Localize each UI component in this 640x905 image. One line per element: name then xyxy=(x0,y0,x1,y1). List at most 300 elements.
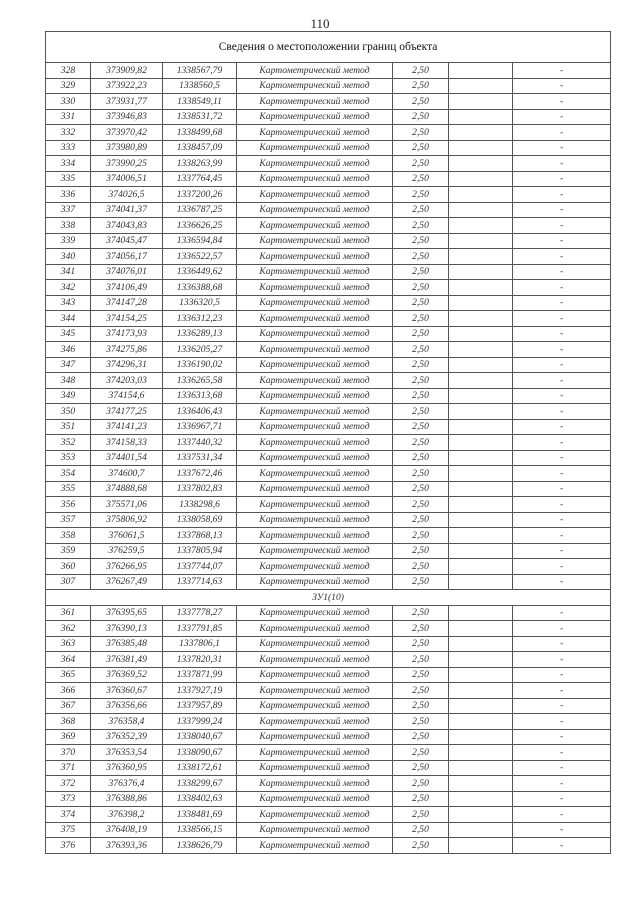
note-cell: - xyxy=(513,543,611,559)
note-cell: - xyxy=(513,388,611,404)
point-number: 354 xyxy=(46,466,91,482)
precision-cell: 2,50 xyxy=(393,233,449,249)
method-cell: Картометрический метод xyxy=(237,652,393,668)
point-number: 372 xyxy=(46,776,91,792)
coordinate-y: 1338402,63 xyxy=(163,791,237,807)
coordinate-y: 1337744,07 xyxy=(163,559,237,575)
method-cell: Картометрический метод xyxy=(237,822,393,838)
coordinate-x: 376061,5 xyxy=(91,528,163,544)
coordinate-x: 374275,86 xyxy=(91,342,163,358)
coordinate-y: 1338560,5 xyxy=(163,78,237,94)
empty-cell xyxy=(449,481,513,497)
coordinate-x: 376267,49 xyxy=(91,574,163,590)
note-cell: - xyxy=(513,171,611,187)
coordinate-y: 1336594,84 xyxy=(163,233,237,249)
note-cell: - xyxy=(513,605,611,621)
table-row xyxy=(46,574,611,590)
table-row xyxy=(46,249,611,265)
empty-cell xyxy=(449,714,513,730)
table-row xyxy=(46,140,611,156)
precision-cell: 2,50 xyxy=(393,156,449,172)
note-cell: - xyxy=(513,311,611,327)
table-row xyxy=(46,822,611,838)
point-number: 345 xyxy=(46,326,91,342)
point-number: 331 xyxy=(46,109,91,125)
coordinate-x: 374043,83 xyxy=(91,218,163,234)
empty-cell xyxy=(449,450,513,466)
precision-cell: 2,50 xyxy=(393,745,449,761)
note-cell: - xyxy=(513,326,611,342)
point-number: 336 xyxy=(46,187,91,203)
coordinate-y: 1338567,79 xyxy=(163,63,237,79)
precision-cell: 2,50 xyxy=(393,373,449,389)
coordinate-y: 1338499,68 xyxy=(163,125,237,141)
note-cell: - xyxy=(513,760,611,776)
point-number: 367 xyxy=(46,698,91,714)
table-row xyxy=(46,295,611,311)
page-number: 110 xyxy=(310,16,330,31)
point-number: 376 xyxy=(46,838,91,854)
note-cell: - xyxy=(513,745,611,761)
note-cell: - xyxy=(513,295,611,311)
coordinate-y: 1338298,6 xyxy=(163,497,237,513)
precision-cell: 2,50 xyxy=(393,605,449,621)
point-number: 357 xyxy=(46,512,91,528)
point-number: 350 xyxy=(46,404,91,420)
precision-cell: 2,50 xyxy=(393,776,449,792)
coordinate-x: 376259,5 xyxy=(91,543,163,559)
point-number: 351 xyxy=(46,419,91,435)
coordinate-x: 376388,86 xyxy=(91,791,163,807)
coordinate-y: 1337927,19 xyxy=(163,683,237,699)
method-cell: Картометрический метод xyxy=(237,156,393,172)
empty-cell xyxy=(449,326,513,342)
method-cell: Картометрический метод xyxy=(237,776,393,792)
table-row xyxy=(46,807,611,823)
point-number: 347 xyxy=(46,357,91,373)
precision-cell: 2,50 xyxy=(393,78,449,94)
coordinate-y: 1338457,09 xyxy=(163,140,237,156)
coordinate-x: 374026,5 xyxy=(91,187,163,203)
precision-cell: 2,50 xyxy=(393,357,449,373)
note-cell: - xyxy=(513,404,611,420)
method-cell: Картометрический метод xyxy=(237,187,393,203)
point-number: 356 xyxy=(46,497,91,513)
precision-cell: 2,50 xyxy=(393,404,449,420)
point-number: 365 xyxy=(46,667,91,683)
note-cell: - xyxy=(513,109,611,125)
precision-cell: 2,50 xyxy=(393,559,449,575)
method-cell: Картометрический метод xyxy=(237,543,393,559)
point-number: 329 xyxy=(46,78,91,94)
method-cell: Картометрический метод xyxy=(237,667,393,683)
coordinate-x: 376356,66 xyxy=(91,698,163,714)
coordinate-y: 1338566,15 xyxy=(163,822,237,838)
table-row xyxy=(46,218,611,234)
coordinate-y: 1337440,32 xyxy=(163,435,237,451)
note-cell: - xyxy=(513,512,611,528)
table-row xyxy=(46,745,611,761)
point-number: 361 xyxy=(46,605,91,621)
empty-cell xyxy=(449,388,513,404)
method-cell: Картометрический метод xyxy=(237,435,393,451)
empty-cell xyxy=(449,311,513,327)
coordinate-x: 373909,82 xyxy=(91,63,163,79)
table-row xyxy=(46,729,611,745)
table-row xyxy=(46,621,611,637)
precision-cell: 2,50 xyxy=(393,683,449,699)
table-row xyxy=(46,187,611,203)
point-number: 339 xyxy=(46,233,91,249)
coordinate-x: 374041,37 xyxy=(91,202,163,218)
note-cell: - xyxy=(513,233,611,249)
coordinate-y: 1337714,63 xyxy=(163,574,237,590)
precision-cell: 2,50 xyxy=(393,388,449,404)
table-row xyxy=(46,373,611,389)
point-number: 307 xyxy=(46,574,91,590)
coordinate-y: 1336626,25 xyxy=(163,218,237,234)
coordinate-x: 373990,25 xyxy=(91,156,163,172)
empty-cell xyxy=(449,512,513,528)
coordinate-y: 1337805,94 xyxy=(163,543,237,559)
precision-cell: 2,50 xyxy=(393,419,449,435)
table-row xyxy=(46,838,611,854)
precision-cell: 2,50 xyxy=(393,481,449,497)
point-number: 371 xyxy=(46,760,91,776)
coordinate-y: 1336312,23 xyxy=(163,311,237,327)
coordinate-y: 1336787,25 xyxy=(163,202,237,218)
table-row xyxy=(46,280,611,296)
table-row xyxy=(46,109,611,125)
precision-cell: 2,50 xyxy=(393,326,449,342)
coordinate-x: 374173,93 xyxy=(91,326,163,342)
table-row xyxy=(46,202,611,218)
empty-cell xyxy=(449,528,513,544)
method-cell: Картометрический метод xyxy=(237,450,393,466)
empty-cell xyxy=(449,559,513,575)
note-cell: - xyxy=(513,652,611,668)
coordinate-x: 374106,49 xyxy=(91,280,163,296)
precision-cell: 2,50 xyxy=(393,512,449,528)
note-cell: - xyxy=(513,94,611,110)
precision-cell: 2,50 xyxy=(393,807,449,823)
method-cell: Картометрический метод xyxy=(237,419,393,435)
note-cell: - xyxy=(513,621,611,637)
point-number: 369 xyxy=(46,729,91,745)
coordinate-x: 376393,36 xyxy=(91,838,163,854)
empty-cell xyxy=(449,574,513,590)
note-cell: - xyxy=(513,559,611,575)
point-number: 342 xyxy=(46,280,91,296)
point-number: 335 xyxy=(46,171,91,187)
empty-cell xyxy=(449,621,513,637)
coordinate-y: 1338531,72 xyxy=(163,109,237,125)
coordinate-y: 1338090,67 xyxy=(163,745,237,761)
empty-cell xyxy=(449,419,513,435)
empty-cell xyxy=(449,791,513,807)
table-row xyxy=(46,481,611,497)
table-row xyxy=(46,466,611,482)
precision-cell: 2,50 xyxy=(393,171,449,187)
note-cell: - xyxy=(513,202,611,218)
note-cell: - xyxy=(513,187,611,203)
coordinate-x: 374141,23 xyxy=(91,419,163,435)
point-number: 328 xyxy=(46,63,91,79)
precision-cell: 2,50 xyxy=(393,698,449,714)
note-cell: - xyxy=(513,435,611,451)
table-title-row xyxy=(46,32,611,63)
method-cell: Картометрический метод xyxy=(237,249,393,265)
note-cell: - xyxy=(513,450,611,466)
empty-cell xyxy=(449,373,513,389)
point-number: 358 xyxy=(46,528,91,544)
table-row xyxy=(46,94,611,110)
table-row xyxy=(46,791,611,807)
table-row xyxy=(46,342,611,358)
coordinate-x: 374006,51 xyxy=(91,171,163,187)
coordinate-y: 1337868,13 xyxy=(163,528,237,544)
coordinate-y: 1338299,67 xyxy=(163,776,237,792)
precision-cell: 2,50 xyxy=(393,621,449,637)
method-cell: Картометрический метод xyxy=(237,357,393,373)
table-row xyxy=(46,156,611,172)
method-cell: Картометрический метод xyxy=(237,388,393,404)
point-number: 341 xyxy=(46,264,91,280)
precision-cell: 2,50 xyxy=(393,714,449,730)
note-cell: - xyxy=(513,776,611,792)
coordinate-y: 1336406,43 xyxy=(163,404,237,420)
empty-cell xyxy=(449,357,513,373)
table-row xyxy=(46,125,611,141)
method-cell: Картометрический метод xyxy=(237,202,393,218)
method-cell: Картометрический метод xyxy=(237,63,393,79)
coordinate-x: 376352,39 xyxy=(91,729,163,745)
empty-cell xyxy=(449,63,513,79)
empty-cell xyxy=(449,435,513,451)
method-cell: Картометрический метод xyxy=(237,838,393,854)
coordinate-x: 376369,52 xyxy=(91,667,163,683)
precision-cell: 2,50 xyxy=(393,264,449,280)
coordinate-x: 374076,01 xyxy=(91,264,163,280)
coordinate-x: 374203,03 xyxy=(91,373,163,389)
table-row xyxy=(46,636,611,652)
table-row xyxy=(46,63,611,79)
coordinate-x: 373931,77 xyxy=(91,94,163,110)
precision-cell: 2,50 xyxy=(393,295,449,311)
precision-cell: 2,50 xyxy=(393,528,449,544)
method-cell: Картометрический метод xyxy=(237,109,393,125)
coordinate-y: 1338040,67 xyxy=(163,729,237,745)
precision-cell: 2,50 xyxy=(393,280,449,296)
method-cell: Картометрический метод xyxy=(237,528,393,544)
note-cell: - xyxy=(513,528,611,544)
empty-cell xyxy=(449,78,513,94)
coordinate-y: 1337531,34 xyxy=(163,450,237,466)
precision-cell: 2,50 xyxy=(393,466,449,482)
empty-cell xyxy=(449,745,513,761)
table-row xyxy=(46,512,611,528)
note-cell: - xyxy=(513,807,611,823)
precision-cell: 2,50 xyxy=(393,435,449,451)
empty-cell xyxy=(449,807,513,823)
note-cell: - xyxy=(513,636,611,652)
coordinate-y: 1337957,89 xyxy=(163,698,237,714)
coordinate-x: 376381,49 xyxy=(91,652,163,668)
precision-cell: 2,50 xyxy=(393,838,449,854)
method-cell: Картометрический метод xyxy=(237,373,393,389)
precision-cell: 2,50 xyxy=(393,652,449,668)
method-cell: Картометрический метод xyxy=(237,218,393,234)
coordinate-y: 1337672,46 xyxy=(163,466,237,482)
method-cell: Картометрический метод xyxy=(237,574,393,590)
coordinate-y: 1336190,02 xyxy=(163,357,237,373)
coordinate-y: 1337999,24 xyxy=(163,714,237,730)
coordinate-x: 374401,54 xyxy=(91,450,163,466)
empty-cell xyxy=(449,683,513,699)
coordinate-y: 1337802,83 xyxy=(163,481,237,497)
note-cell: - xyxy=(513,264,611,280)
precision-cell: 2,50 xyxy=(393,450,449,466)
empty-cell xyxy=(449,776,513,792)
empty-cell xyxy=(449,202,513,218)
coordinate-y: 1336313,68 xyxy=(163,388,237,404)
empty-cell xyxy=(449,667,513,683)
note-cell: - xyxy=(513,342,611,358)
table-row xyxy=(46,559,611,575)
table-row xyxy=(46,497,611,513)
coordinate-x: 374147,28 xyxy=(91,295,163,311)
point-number: 359 xyxy=(46,543,91,559)
point-number: 373 xyxy=(46,791,91,807)
empty-cell xyxy=(449,125,513,141)
note-cell: - xyxy=(513,791,611,807)
empty-cell xyxy=(449,156,513,172)
coordinate-y: 1336388,68 xyxy=(163,280,237,296)
point-number: 370 xyxy=(46,745,91,761)
precision-cell: 2,50 xyxy=(393,63,449,79)
table-row xyxy=(46,404,611,420)
table-row xyxy=(46,326,611,342)
point-number: 374 xyxy=(46,807,91,823)
precision-cell: 2,50 xyxy=(393,218,449,234)
coordinate-x: 376385,48 xyxy=(91,636,163,652)
method-cell: Картометрический метод xyxy=(237,171,393,187)
table-row xyxy=(46,698,611,714)
coordinate-y: 1336289,13 xyxy=(163,326,237,342)
note-cell: - xyxy=(513,63,611,79)
empty-cell xyxy=(449,605,513,621)
method-cell: Картометрический метод xyxy=(237,745,393,761)
coordinate-x: 376376,4 xyxy=(91,776,163,792)
method-cell: Картометрический метод xyxy=(237,807,393,823)
empty-cell xyxy=(449,466,513,482)
precision-cell: 2,50 xyxy=(393,543,449,559)
point-number: 364 xyxy=(46,652,91,668)
note-cell: - xyxy=(513,497,611,513)
coordinate-x: 376360,95 xyxy=(91,760,163,776)
note-cell: - xyxy=(513,78,611,94)
coordinate-x: 373946,83 xyxy=(91,109,163,125)
note-cell: - xyxy=(513,125,611,141)
coordinate-x: 374888,68 xyxy=(91,481,163,497)
empty-cell xyxy=(449,94,513,110)
point-number: 333 xyxy=(46,140,91,156)
method-cell: Картометрический метод xyxy=(237,78,393,94)
point-number: 343 xyxy=(46,295,91,311)
table-row xyxy=(46,435,611,451)
note-cell: - xyxy=(513,481,611,497)
table-row xyxy=(46,311,611,327)
method-cell: Картометрический метод xyxy=(237,605,393,621)
method-cell: Картометрический метод xyxy=(237,481,393,497)
empty-cell xyxy=(449,187,513,203)
method-cell: Картометрический метод xyxy=(237,512,393,528)
empty-cell xyxy=(449,280,513,296)
empty-cell xyxy=(449,404,513,420)
point-number: 362 xyxy=(46,621,91,637)
point-number: 348 xyxy=(46,373,91,389)
precision-cell: 2,50 xyxy=(393,187,449,203)
note-cell: - xyxy=(513,156,611,172)
method-cell: Картометрический метод xyxy=(237,729,393,745)
empty-cell xyxy=(449,342,513,358)
method-cell: Картометрический метод xyxy=(237,311,393,327)
precision-cell: 2,50 xyxy=(393,140,449,156)
point-number: 338 xyxy=(46,218,91,234)
coordinate-x: 374296,31 xyxy=(91,357,163,373)
empty-cell xyxy=(449,140,513,156)
coordinate-x: 376390,13 xyxy=(91,621,163,637)
coordinate-y: 1337764,45 xyxy=(163,171,237,187)
point-number: 375 xyxy=(46,822,91,838)
empty-cell xyxy=(449,652,513,668)
method-cell: Картометрический метод xyxy=(237,698,393,714)
precision-cell: 2,50 xyxy=(393,342,449,358)
note-cell: - xyxy=(513,280,611,296)
point-number: 332 xyxy=(46,125,91,141)
coordinate-y: 1337820,31 xyxy=(163,652,237,668)
point-number: 337 xyxy=(46,202,91,218)
coordinate-x: 376358,4 xyxy=(91,714,163,730)
method-cell: Картометрический метод xyxy=(237,264,393,280)
empty-cell xyxy=(449,636,513,652)
empty-cell xyxy=(449,698,513,714)
coordinate-x: 373922,23 xyxy=(91,78,163,94)
point-number: 340 xyxy=(46,249,91,265)
note-cell: - xyxy=(513,683,611,699)
coordinate-y: 1336265,58 xyxy=(163,373,237,389)
boundary-table xyxy=(45,31,611,854)
coordinate-y: 1337791,85 xyxy=(163,621,237,637)
method-cell: Картометрический метод xyxy=(237,140,393,156)
point-number: 330 xyxy=(46,94,91,110)
empty-cell xyxy=(449,171,513,187)
coordinate-x: 376398,2 xyxy=(91,807,163,823)
note-cell: - xyxy=(513,419,611,435)
note-cell: - xyxy=(513,667,611,683)
method-cell: Картометрический метод xyxy=(237,125,393,141)
method-cell: Картометрический метод xyxy=(237,280,393,296)
point-number: 366 xyxy=(46,683,91,699)
point-number: 360 xyxy=(46,559,91,575)
note-cell: - xyxy=(513,140,611,156)
precision-cell: 2,50 xyxy=(393,760,449,776)
coordinate-y: 1337200,26 xyxy=(163,187,237,203)
note-cell: - xyxy=(513,249,611,265)
coordinate-x: 376408,19 xyxy=(91,822,163,838)
table-row xyxy=(46,528,611,544)
table-row xyxy=(46,605,611,621)
